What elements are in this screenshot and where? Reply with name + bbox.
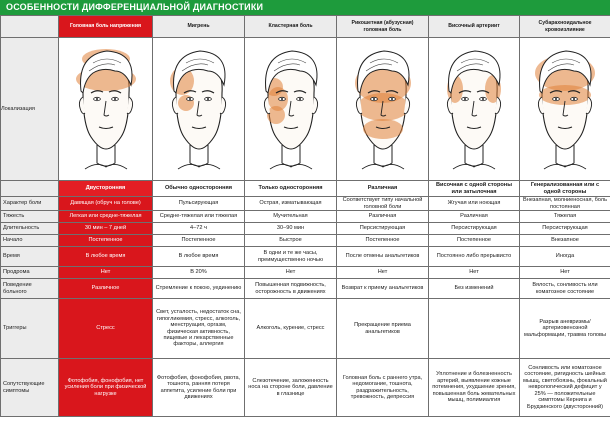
face-cell (245, 38, 337, 181)
table-cell: Различная (429, 211, 520, 223)
table-cell: Фотофобия, фонофобия, рвота, тошнота, ранняя потеря аппетита, усиление боли при движениях (153, 359, 245, 417)
table-cell: Различная (337, 211, 429, 223)
table-cell: В одни и те же часы, преимущественно ночью (245, 247, 337, 267)
column-header-cluster: Кластерная боль (245, 16, 337, 38)
table-row (1, 181, 610, 197)
face-cell (59, 38, 153, 181)
table-row (1, 235, 610, 247)
table-cell: Нет (337, 267, 429, 279)
table-cell: Двусторонняя (59, 181, 153, 197)
row-label: Поведение больного (1, 279, 59, 299)
table-cell: Нет (59, 267, 153, 279)
table-row (1, 299, 610, 359)
table-cell: Свет, усталость, недостаток сна, гипогликемия, стресс, алкоголь, менструация, оргазм, физическая активность, пищевые и лекарственные факторы, аллергия (153, 299, 245, 359)
table-cell: Острая, изматывающая (245, 197, 337, 211)
table-cell: Вялость, сонливость или коматозное состояние (520, 279, 610, 299)
row-label: Характер боли (1, 197, 59, 211)
table-cell: Без изменений (429, 279, 520, 299)
table-row (1, 267, 610, 279)
face-illustration-icon (63, 41, 149, 177)
table-cell: Быстрое (245, 235, 337, 247)
face-illustration-icon (431, 41, 517, 177)
table-row (1, 197, 610, 211)
column-header-rebound: Рикошетная (абузусная) головная боль (337, 16, 429, 38)
table-cell: Обычно односторонняя (153, 181, 245, 197)
table-cell (429, 299, 520, 359)
row-label: Начало (1, 235, 59, 247)
table-cell: Различное (59, 279, 153, 299)
header-row (1, 16, 610, 38)
table-cell: После отмены анальгетиков (337, 247, 429, 267)
table-cell: Постепенное (153, 235, 245, 247)
table-row (1, 223, 610, 235)
table-cell: Постоянно либо прерывисто (429, 247, 520, 267)
comparison-table (0, 15, 610, 417)
row-label: Триггеры (1, 299, 59, 359)
table-cell: Жгучая или ноющая (429, 197, 520, 211)
face-cell (429, 38, 520, 181)
table-cell: Соответствует типу начальной головной боли (337, 197, 429, 211)
table-cell: В любое время (59, 247, 153, 267)
table-cell: Различная (337, 181, 429, 197)
face-illustration-icon (340, 41, 426, 177)
row-label: Время (1, 247, 59, 267)
table-cell: 30 мин – 7 дней (59, 223, 153, 235)
face-illustration-icon (248, 41, 334, 177)
table-row (1, 247, 610, 267)
table-cell: Персистирующая (429, 223, 520, 235)
table-cell: Уплотнение и болезненность артерий, выявление кожные потемнения, ухудшение зрения, повышенная боль жевательных мышц, полимиалгия (429, 359, 520, 417)
row-label: Длительность (1, 223, 59, 235)
table-cell: Нет (429, 267, 520, 279)
table-cell: Стремление к покою, уединению (153, 279, 245, 299)
column-header-temporal: Височный артериит (429, 16, 520, 38)
table-cell: 30–90 мин (245, 223, 337, 235)
table-cell: В любое время (153, 247, 245, 267)
table-cell: Нет (520, 267, 610, 279)
table-cell: Внезапная, молниеносная, боль постоянная (520, 197, 610, 211)
table-cell: Стресс (59, 299, 153, 359)
table-cell: В 20% (153, 267, 245, 279)
table-cell: Давящая (обруч на голове) (59, 197, 153, 211)
table-cell: Фотофобия, фонофобия, нет усиления боли при физической нагрузке (59, 359, 153, 417)
table-cell: Височная с одной стороны или затылочная (429, 181, 520, 197)
table-cell: Слезотечение, заложенность носа на стороне боли, давление в глазнице (245, 359, 337, 417)
column-header-migraine: Мигрень (153, 16, 245, 38)
page-title: ОСОБЕННОСТИ ДИФФЕРЕНЦИАЛЬНОЙ ДИАГНОСТИКИ (0, 0, 610, 15)
column-header-sah: Субарахноидальное кровоизлияние (520, 16, 610, 38)
table-cell: Постепенное (429, 235, 520, 247)
table-cell: Разрыв аневризмы/ артериовенозной мальформации, травма головы (520, 299, 610, 359)
table-cell: Мучительная (245, 211, 337, 223)
table-cell: Нет (245, 267, 337, 279)
table-cell: Внезапное (520, 235, 610, 247)
column-header-tension: Головная боль напряжения (59, 16, 153, 38)
face-cell (337, 38, 429, 181)
table-row (1, 211, 610, 223)
table-cell: Постепенное (59, 235, 153, 247)
row-label: Сопутствующие симптомы (1, 359, 59, 417)
table-row (1, 359, 610, 417)
table-cell: Персистирующая (520, 223, 610, 235)
face-cell (520, 38, 610, 181)
table-cell: Легкая или средне-тяжелая (59, 211, 153, 223)
table-cell: Пульсирующая (153, 197, 245, 211)
table-cell: Прекращение приема анальгетиков (337, 299, 429, 359)
table-cell: Иногда (520, 247, 610, 267)
table-cell: Средне-тяжелая или тяжелая (153, 211, 245, 223)
face-illustration-icon (522, 41, 608, 177)
table-cell: Постепенное (337, 235, 429, 247)
table-cell: Только односторонняя (245, 181, 337, 197)
table-cell: Возврат к приему анальгетиков (337, 279, 429, 299)
face-cell (153, 38, 245, 181)
table-cell: Сонливость или коматозное состояние, ригидность шейных мышц, светобоязнь, фокальный неврологический дефицит у 25% — положительные симптомы Кернига и Брудзинского (двусторонний) (520, 359, 610, 417)
header-corner (1, 16, 59, 38)
table-cell: Алкоголь, курение, стресс (245, 299, 337, 359)
table-cell: Тяжелая (520, 211, 610, 223)
table-row (1, 279, 610, 299)
table-cell: Персистирующая (337, 223, 429, 235)
face-illustration-icon (156, 41, 242, 177)
table-cell: Генерализованная или с одной стороны (520, 181, 610, 197)
table-cell: 4–72 ч (153, 223, 245, 235)
row-label: Локализация (1, 38, 59, 181)
localization-row (1, 38, 610, 181)
row-label: Тяжесть (1, 211, 59, 223)
table-cell: Повышенная подвижность, осторожность в движениях (245, 279, 337, 299)
row-label: Продрома (1, 267, 59, 279)
row-label (1, 181, 59, 197)
table-cell: Головная боль с раннего утра, недомогание, тошнота, раздражительность, тревожность, депрессия (337, 359, 429, 417)
